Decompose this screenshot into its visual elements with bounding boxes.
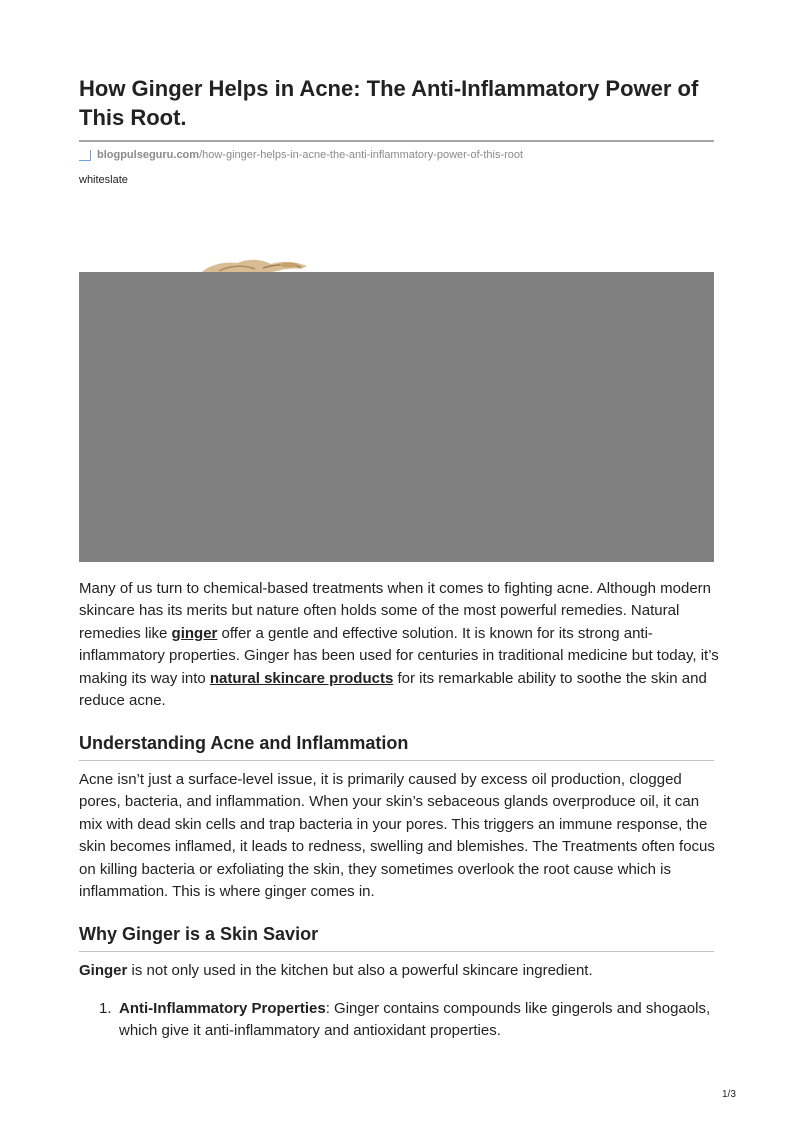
- benefits-list: [79, 998, 719, 1043]
- hero-image: [79, 255, 714, 562]
- source-path[interactable]: /how-ginger-helps-in-acne-the-anti-inflammatory-power-of-this-root: [199, 149, 524, 161]
- acne-paragraph: Acne isn’t just a surface-level issue, it is primarily caused by excess oil production, clogged pores, bacteria, and inflammation. When your skin’s sebaceous glands overproduce oil, it can mix with dead skin cells and trap bacteria in your pores. This triggers an immune response, the skin becomes inflamed, it leads to redness, swelling and blemishes. The Treatments often focus on killing bacteria or exfoliating the skin, they sometimes overlook the root cause which is inflammation. This is where ginger comes in.: [79, 771, 715, 901]
- list-item: [79, 998, 719, 1043]
- source-url[interactable]: [79, 148, 523, 162]
- image-placeholder: [79, 272, 714, 562]
- list-item-text: : Ginger contains compounds like gingerols and shogaols, which give it anti-inflammatory and antioxidant properties.: [119, 1000, 711, 1040]
- list-item-title: Anti-Inflammatory Properties: [119, 1000, 326, 1017]
- ginger-lead-paragraph: [79, 960, 719, 982]
- page-title: How Ginger Helps in Acne: The Anti-Inflammatory Power of This Root.: [79, 76, 699, 130]
- ginger-bold-term: Ginger: [79, 962, 128, 979]
- section-heading-acne-inflammation: Understanding Acne and Inflammation: [79, 733, 409, 753]
- source-domain[interactable]: blogpulseguru.com: [97, 149, 200, 161]
- ginger-link[interactable]: ginger: [171, 624, 218, 642]
- section-divider: [79, 760, 714, 761]
- external-link-icon: [79, 150, 91, 161]
- section-divider: [79, 951, 714, 952]
- intro-text-2: offer a gentle and effective solution. It is known for its strong anti-inflammatory properties. Ginger has been used for centuries in traditional medicine but today, it’s making its way into: [79, 624, 719, 687]
- author-name: whiteslate: [79, 174, 128, 186]
- intro-text-3: for its remarkable ability to soothe the skin and reduce acne.: [79, 669, 707, 710]
- list-item-number: 1.: [99, 1000, 112, 1017]
- intro-paragraph: [79, 578, 719, 712]
- intro-text-1: Many of us turn to chemical-based treatments when it comes to fighting acne. Although modern skincare has its merits but nature often holds some of the most powerful remedies. Natural remedies like: [79, 580, 712, 642]
- ginger-lead-text: is not only used in the kitchen but also a powerful skincare ingredient.: [127, 962, 593, 979]
- title-divider: [79, 140, 714, 142]
- natural-skincare-products-link[interactable]: natural skincare products: [209, 669, 394, 687]
- page-number: 1/3: [722, 1089, 736, 1100]
- section-heading-skin-savior: Why Ginger is a Skin Savior: [79, 924, 319, 944]
